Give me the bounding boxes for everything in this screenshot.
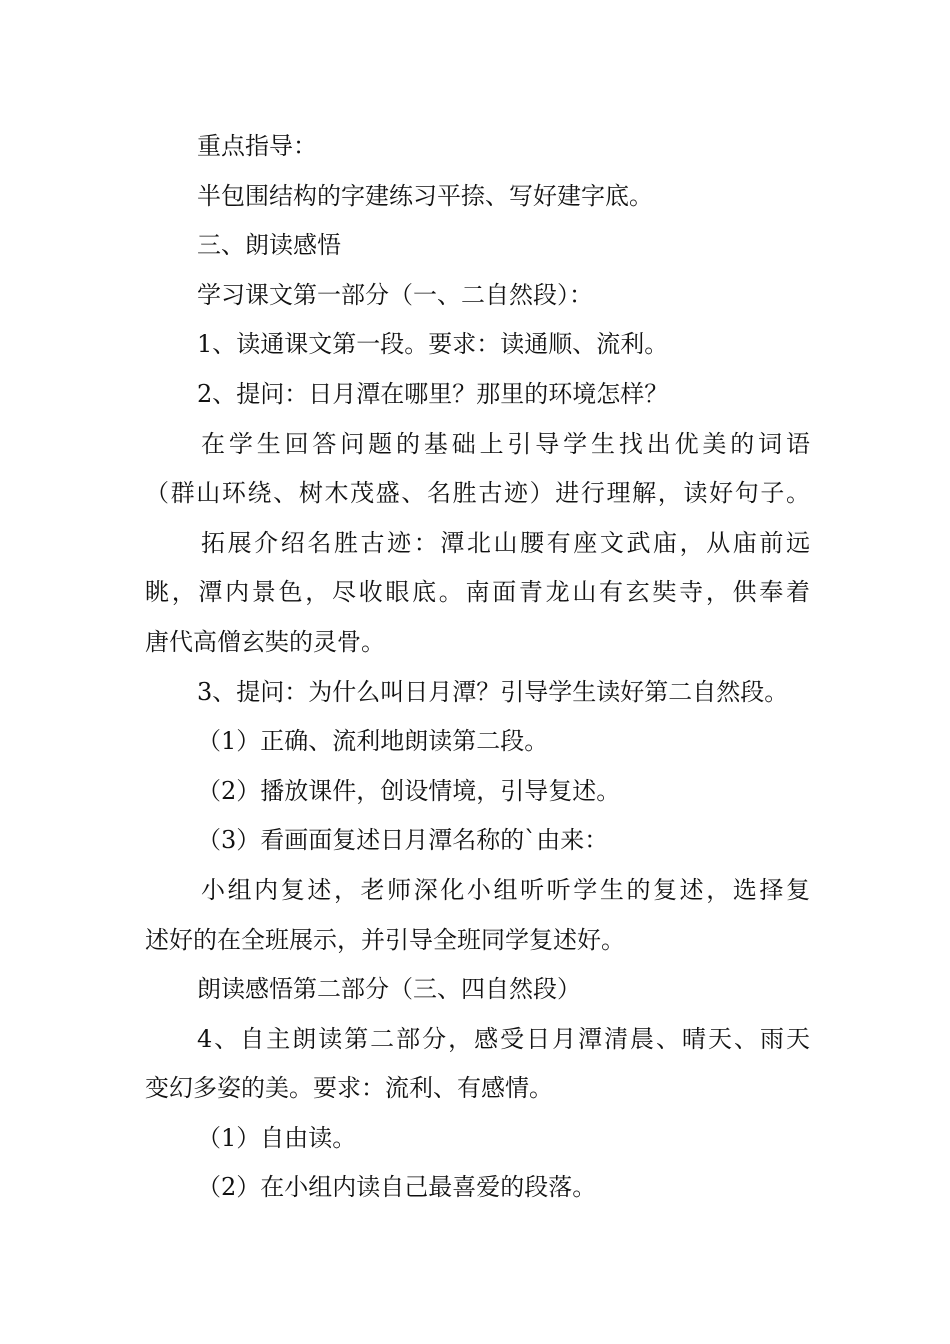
- paragraph-line: 眺，潭内景色，尽收眼底。南面青龙山有玄奘寺，供奉着: [145, 578, 810, 607]
- paragraph-line: 在学生回答问题的基础上引导学生找出优美的词语: [201, 429, 810, 458]
- list-item: 3、提问：为什么叫日月潭？引导学生读好第二自然段。: [197, 677, 789, 706]
- document-body: [145, 122, 810, 1213]
- paragraph-line: 唐代高僧玄奘的灵骨。: [145, 627, 385, 656]
- sub-list-item: （2）在小组内读自己最喜爱的段落。: [197, 1173, 597, 1202]
- section-heading: 三、朗读感悟: [197, 231, 341, 260]
- sub-list-item: （3）看画面复述日月潭名称的`由来：: [197, 826, 609, 855]
- sub-list-item: （1）自由读。: [197, 1123, 357, 1152]
- paragraph-line: 小组内复述，老师深化小组听听学生的复述，选择复: [201, 875, 810, 904]
- paragraph: 半包围结构的字建练习平捺、写好建字底。: [197, 181, 653, 210]
- paragraph: 朗读感悟第二部分（三、四自然段）: [197, 975, 581, 1004]
- paragraph-line: 述好的在全班展示，并引导全班同学复述好。: [145, 925, 625, 954]
- sub-list-item: （2）播放课件，创设情境，引导复述。: [197, 776, 621, 805]
- sub-list-item: （1）正确、流利地朗读第二段。: [197, 727, 549, 756]
- paragraph: 学习课文第一部分（一、二自然段）：: [197, 280, 593, 309]
- paragraph-line: 变幻多姿的美。要求：流利、有感情。: [145, 1074, 553, 1103]
- list-item: 2、提问：日月潭在哪里？那里的环境怎样？: [197, 379, 669, 408]
- paragraph-line: 拓展介绍名胜古迹：潭北山腰有座文武庙，从庙前远: [201, 528, 810, 557]
- list-item: 1、读通课文第一段。要求：读通顺、流利。: [197, 330, 669, 359]
- paragraph-line: （群山环绕、树木茂盛、名胜古迹）进行理解，读好句子。: [145, 479, 810, 508]
- heading-key-guidance: 重点指导：: [197, 132, 317, 160]
- list-item: 4、自主朗读第二部分，感受日月潭清晨、晴天、雨天: [197, 1024, 810, 1053]
